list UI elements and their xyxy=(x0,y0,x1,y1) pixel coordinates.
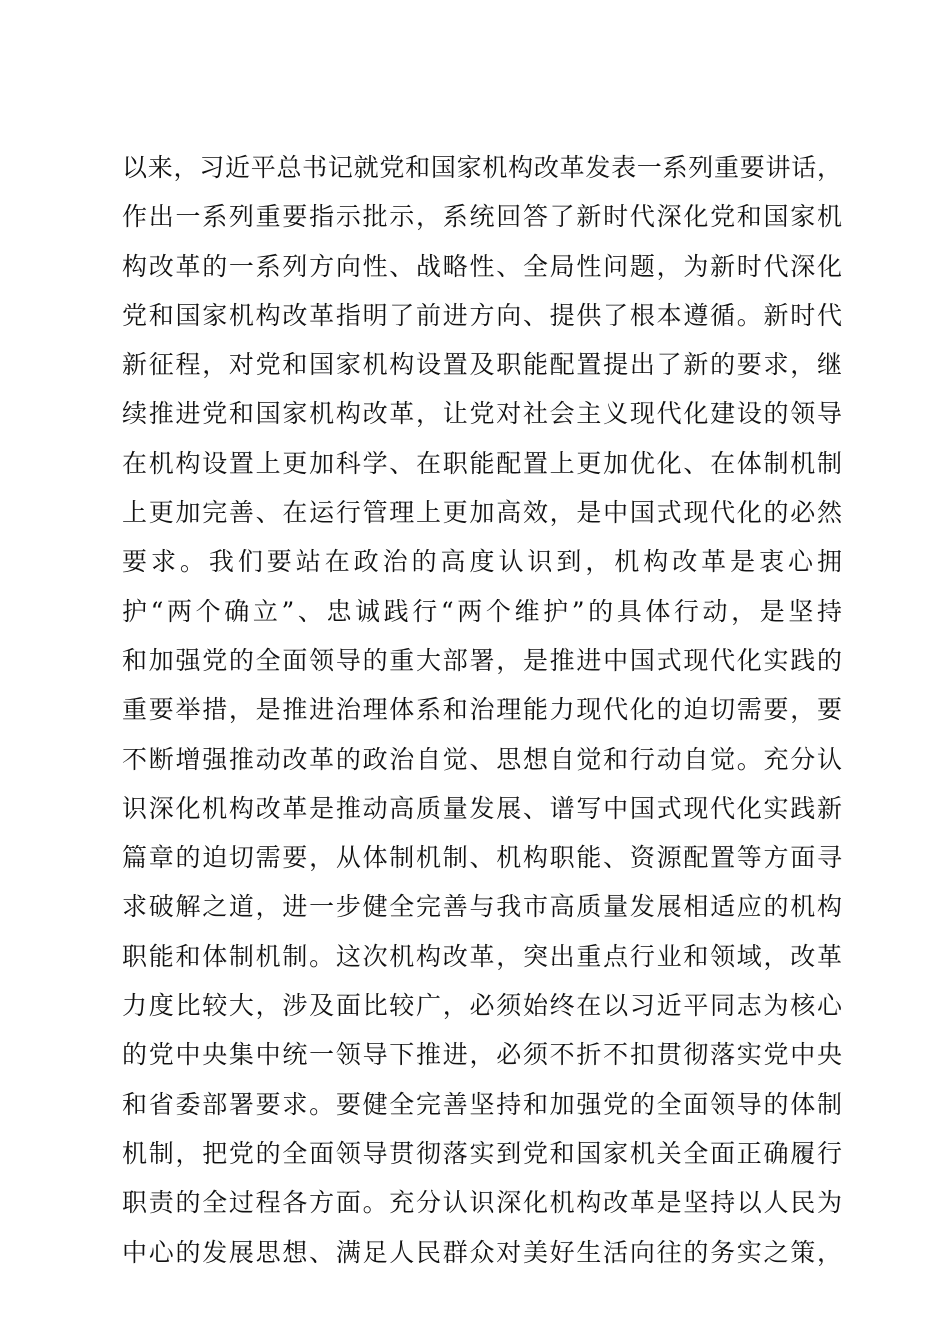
text-line: 不断增强推动改革的政治自觉、思想自觉和行动自觉。充分认 xyxy=(122,744,842,774)
text-line: 力度比较大，涉及面比较广，必须始终在以习近平同志为核心 xyxy=(122,991,842,1021)
text-line: 的党中央集中统一领导下推进，必须不折不扣贯彻落实党中央 xyxy=(122,1040,842,1070)
text-line: 构改革的一系列方向性、战略性、全局性问题，为新时代深化 xyxy=(122,251,842,281)
text-line: 续推进党和国家机构改革，让党对社会主义现代化建设的领导 xyxy=(122,399,842,429)
text-line: 新征程，对党和国家机构设置及职能配置提出了新的要求，继 xyxy=(122,350,842,380)
text-line: 重要举措，是推进治理体系和治理能力现代化的迫切需要，要 xyxy=(122,695,842,725)
text-line: 上更加完善、在运行管理上更加高效，是中国式现代化的必然 xyxy=(122,498,842,528)
body-text xyxy=(122,143,842,1277)
text-line: 职能和体制机制。这次机构改革，突出重点行业和领域，改革 xyxy=(122,941,842,971)
text-line: 在机构设置上更加科学、在职能配置上更加优化、在体制机制 xyxy=(122,448,842,478)
text-line: 和加强党的全面领导的重大部署，是推进中国式现代化实践的 xyxy=(122,645,842,675)
text-line: 以来，习近平总书记就党和国家机构改革发表一系列重要讲话， xyxy=(122,153,842,182)
text-line: 求破解之道，进一步健全完善与我市高质量发展相适应的机构 xyxy=(122,892,842,922)
text-line: 识深化机构改革是推动高质量发展、谱写中国式现代化实践新 xyxy=(122,793,842,823)
text-line: 党和国家机构改革指明了前进方向、提供了根本遵循。新时代 xyxy=(122,300,842,330)
text-line: 护“两个确立”、忠诚践行“两个维护”的具体行动，是坚持 xyxy=(122,596,842,626)
text-line: 篇章的迫切需要，从体制机制、机构职能、资源配置等方面寻 xyxy=(122,843,842,873)
text-line: 中心的发展思想、满足人民群众对美好生活向往的务实之策， xyxy=(122,1237,842,1267)
text-line: 职责的全过程各方面。充分认识深化机构改革是坚持以人民为 xyxy=(122,1188,842,1218)
text-line: 作出一系列重要指示批示，系统回答了新时代深化党和国家机 xyxy=(122,202,842,232)
text-line: 要求。我们要站在政治的高度认识到，机构改革是衷心拥 xyxy=(122,547,842,577)
text-line: 和省委部署要求。要健全完善坚持和加强党的全面领导的体制 xyxy=(122,1089,842,1119)
text-line: 机制，把党的全面领导贯彻落实到党和国家机关全面正确履行 xyxy=(122,1138,842,1168)
